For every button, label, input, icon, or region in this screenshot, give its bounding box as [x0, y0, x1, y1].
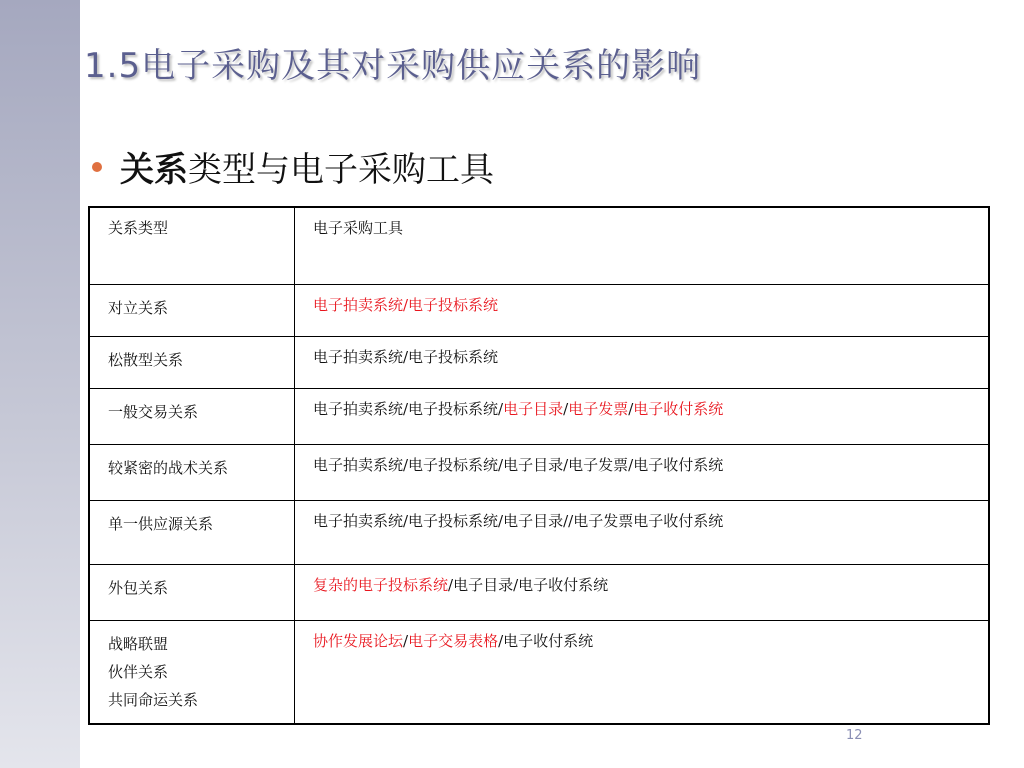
tools-cell	[295, 621, 990, 725]
type-label: 松散型关系	[108, 351, 184, 369]
table-row	[89, 621, 989, 725]
type-cell	[89, 285, 295, 337]
table-header-row	[89, 207, 989, 285]
type-cell	[89, 337, 295, 389]
tools-text: 电子目录	[503, 400, 564, 418]
tools-text: 电子拍卖系统/电子投标系统	[313, 296, 499, 314]
type-label: 战略联盟	[108, 635, 169, 653]
bullet-bold-text: 关系	[120, 150, 188, 190]
side-decoration-band	[0, 0, 80, 768]
page-number: 12	[846, 728, 863, 743]
tools-cell	[295, 285, 990, 337]
table-row	[89, 565, 989, 621]
type-label: 外包关系	[108, 579, 169, 597]
type-cell	[89, 445, 295, 501]
tools-text: /	[563, 400, 569, 418]
tools-text: 协作发展论坛	[313, 632, 404, 650]
tools-text: 电子拍卖系统/电子投标系统	[313, 348, 499, 366]
type-cell	[89, 501, 295, 565]
type-cell	[89, 621, 295, 725]
type-label: 单一供应源关系	[108, 515, 214, 533]
tools-text: 电子发票	[568, 400, 629, 418]
tools-text: 电子拍卖系统/电子投标系统/	[313, 400, 504, 418]
type-label: 伙伴关系	[108, 663, 169, 681]
tools-text: /电子收付系统	[498, 632, 594, 650]
tools-text: 电子交易表格	[408, 632, 499, 650]
table-row	[89, 337, 989, 389]
table-row	[89, 285, 989, 337]
relationship-table	[88, 206, 990, 725]
slide-title: 1.5电子采购及其对采购供应关系的影响	[84, 46, 702, 86]
bullet-dot-icon	[92, 162, 102, 172]
tools-text: 电子拍卖系统/电子投标系统/电子目录//电子发票电子收付系统	[313, 512, 724, 530]
header-cell-type: 关系类型	[89, 207, 295, 285]
header-cell-tools: 电子采购工具	[295, 207, 990, 285]
tools-text: 电子拍卖系统/电子投标系统/电子目录/电子发票/电子收付系统	[313, 456, 724, 474]
type-label: 一般交易关系	[108, 403, 199, 421]
table-row	[89, 445, 989, 501]
table-row	[89, 501, 989, 565]
bullet-point	[92, 142, 494, 191]
tools-cell	[295, 337, 990, 389]
type-cell	[89, 389, 295, 445]
tools-text: /电子目录/电子收付系统	[448, 576, 609, 594]
table-row	[89, 389, 989, 445]
type-label: 共同命运关系	[108, 691, 199, 709]
tools-cell	[295, 565, 990, 621]
tools-cell	[295, 389, 990, 445]
tools-text: 复杂的电子投标系统	[313, 576, 449, 594]
tools-text: /	[403, 632, 409, 650]
type-label: 较紧密的战术关系	[108, 459, 229, 477]
tools-cell	[295, 445, 990, 501]
tools-text: /	[628, 400, 634, 418]
type-cell	[89, 565, 295, 621]
tools-cell	[295, 501, 990, 565]
bullet-text: 类型与电子采购工具	[188, 150, 494, 190]
tools-text: 电子收付系统	[633, 400, 724, 418]
type-label: 对立关系	[108, 299, 169, 317]
